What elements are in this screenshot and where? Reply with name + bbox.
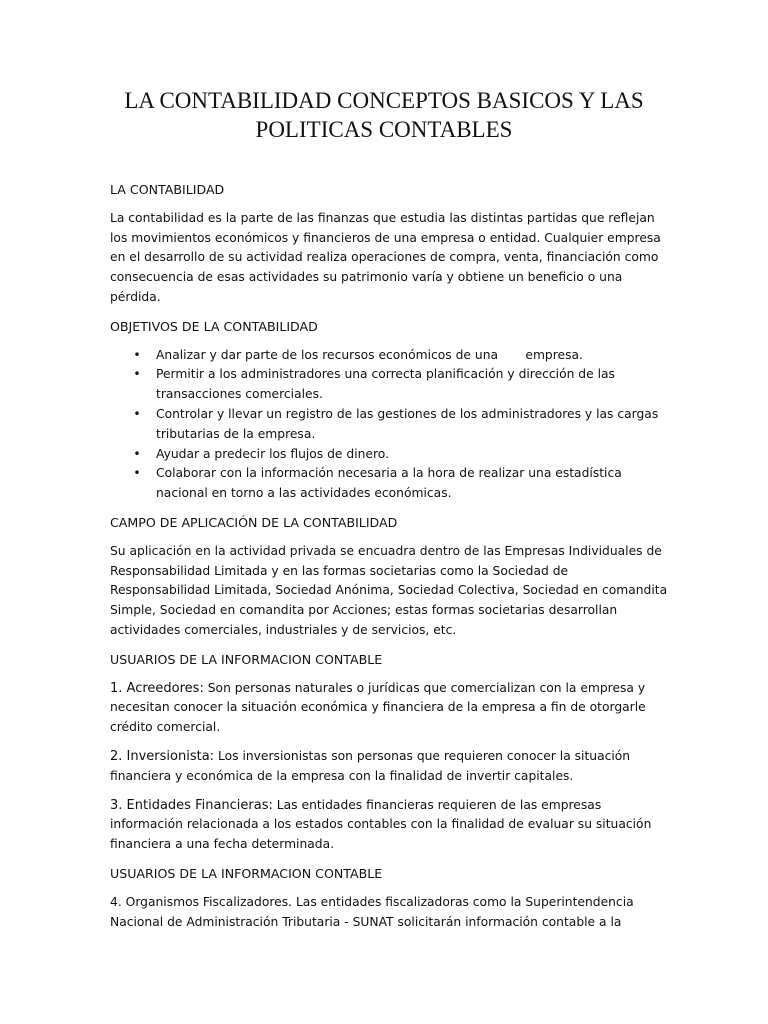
list-item-text: Ayudar a predecir los flujos de dinero. — [156, 446, 389, 461]
document-body — [110, 180, 670, 941]
list-item — [110, 405, 670, 445]
usuario-label: 2. Inversionista: — [110, 748, 215, 764]
heading-usuarios-2: USUARIOS DE LA INFORMACION CONTABLE — [110, 865, 383, 881]
document-title — [100, 86, 668, 144]
bullet-icon: • — [133, 406, 141, 421]
heading-usuarios: USUARIOS DE LA INFORMACION CONTABLE — [110, 651, 383, 667]
list-item — [110, 445, 670, 465]
paragraph-organismos-fiscalizadores: 4. Organismos Fiscalizadores. Las entidades fiscalizadoras como la Superintendencia Nacional de Administración Tributaria - SUNAT solicitarán información contable a la — [110, 894, 634, 929]
heading-campo: CAMPO DE APLICACIÓN DE LA CONTABILIDAD — [110, 514, 398, 530]
usuario-text: Los inversionistas son personas que requieren conocer la situación financiera y económica de la empresa con la finalidad de invertir capitales. — [110, 748, 631, 783]
usuario-text: Las entidades financieras requieren de las empresas información relacionada a los estados contables con la finalidad de evaluar su situación financiera a una fecha determinada. — [110, 797, 652, 852]
usuario-entidades-financieras — [110, 796, 670, 855]
list-item-text: Permitir a los administradores una correcta planificación y dirección de las transacciones comerciales. — [156, 367, 615, 402]
list-item-text: Analizar y dar parte de los recursos económicos de una empresa. — [156, 347, 583, 362]
list-item — [110, 346, 670, 366]
list-item — [110, 464, 670, 504]
paragraph-campo: Su aplicación en la actividad privada se encuadra dentro de las Empresas Individuales de Responsabilidad Limitada y en las formas societarias como la Sociedad de Responsabilidad Limitada, Sociedad Anónima, Sociedad Colectiva, Sociedad en comandita Simple, Sociedad en comandita por Acciones; estas formas societarias desarrollan actividades comerciales, industriales y de servicios, etc. — [110, 543, 668, 637]
usuario-inversionista — [110, 747, 670, 787]
paragraph-contabilidad: La contabilidad es la parte de las finanzas que estudia las distintas partidas que reflejan los movimientos económicos y financieros de una empresa o entidad. Cualquier empresa en el desarrollo de su actividad realiza operaciones de compra, venta, financiación como consecuencia de esas actividades su patrimonio varía y obtiene un beneficio o una pérdida. — [110, 210, 661, 304]
title-line-2: POLITICAS CONTABLES — [255, 117, 513, 142]
bullet-icon: • — [133, 446, 141, 461]
list-item — [110, 365, 670, 405]
heading-objetivos: OBJETIVOS DE LA CONTABILIDAD — [110, 318, 318, 334]
usuario-text: Son personas naturales o jurídicas que comercializan con la empresa y necesitan conocer la situación económica y financiera de la empresa a fin de otorgarle crédito comercial. — [110, 680, 646, 735]
bullet-icon: • — [133, 347, 141, 362]
usuario-label: 1. Acreedores: — [110, 680, 204, 696]
list-item-text: Colaborar con la información necesaria a la hora de realizar una estadística nacional en torno a las actividades económicas. — [156, 466, 622, 501]
usuario-label: 3. Entidades Financieras: — [110, 797, 273, 813]
bullet-icon: • — [133, 466, 141, 481]
title-line-1: LA CONTABILIDAD CONCEPTOS BASICOS Y LAS — [124, 88, 644, 113]
bullet-icon: • — [133, 367, 141, 382]
list-item-text: Controlar y llevar un registro de las gestiones de los administradores y las cargas tributarias de la empresa. — [156, 406, 659, 441]
objetivos-list — [110, 346, 670, 504]
heading-contabilidad: LA CONTABILIDAD — [110, 182, 225, 197]
usuario-acreedores — [110, 679, 670, 738]
